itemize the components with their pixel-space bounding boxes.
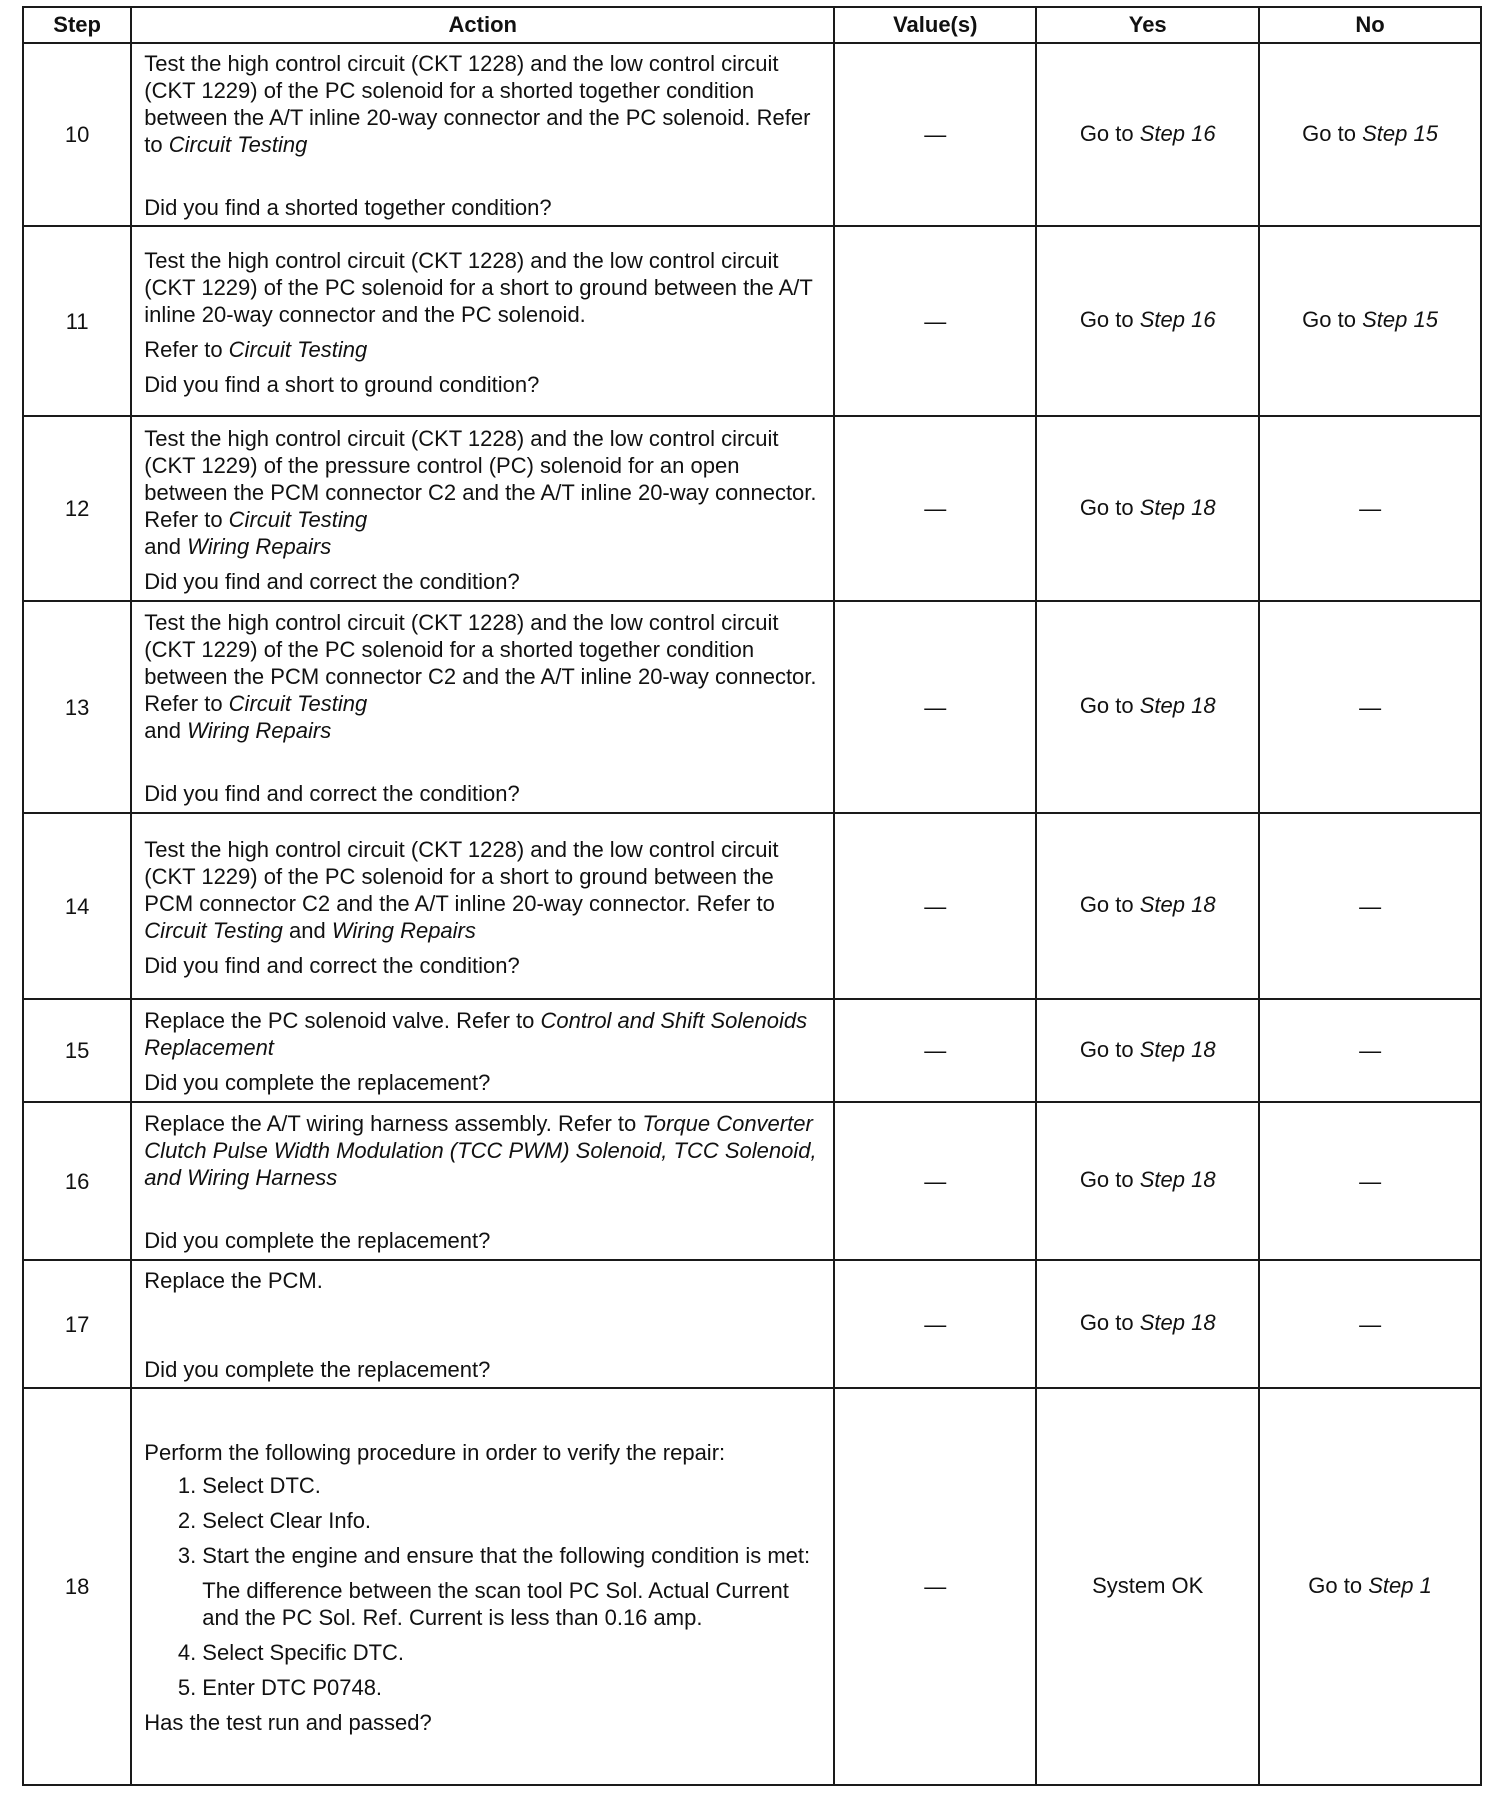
no-cell: — bbox=[1259, 813, 1481, 999]
header-step: Step bbox=[23, 7, 131, 43]
action-question: Did you find a short to ground condition? bbox=[144, 371, 540, 397]
reference-link: Circuit Testing bbox=[168, 132, 308, 157]
step-number: 17 bbox=[23, 1260, 131, 1388]
table-row bbox=[23, 999, 1481, 1102]
table-row bbox=[23, 43, 1481, 226]
no-cell: Go to Step 1 bbox=[1259, 1388, 1481, 1785]
action-cell bbox=[131, 1102, 834, 1260]
table-row bbox=[23, 813, 1481, 999]
reference-link: Circuit Testing bbox=[228, 691, 368, 716]
action-cell bbox=[131, 1260, 834, 1388]
reference-link: Circuit Testing bbox=[144, 917, 283, 943]
action-instruction: Perform the following procedure in order to verify the repair: bbox=[144, 1440, 726, 1465]
no-cell: Go to Step 15 bbox=[1259, 43, 1481, 226]
reference-link: Wiring Repairs bbox=[187, 533, 332, 559]
procedure-step: 4. Select Specific DTC. bbox=[202, 1639, 821, 1666]
action-instruction: Replace the PC solenoid valve. Refer to Control and Shift Solenoids Replacement bbox=[144, 1008, 808, 1060]
action-question: Has the test run and passed? bbox=[144, 1710, 432, 1735]
step-number: 16 bbox=[23, 1102, 131, 1260]
action-cell bbox=[131, 813, 834, 999]
value-cell: — bbox=[834, 1388, 1036, 1785]
step-number: 18 bbox=[23, 1388, 131, 1785]
action-cell bbox=[131, 416, 834, 601]
step-number: 14 bbox=[23, 813, 131, 999]
header-row bbox=[23, 7, 1481, 43]
no-cell: — bbox=[1259, 601, 1481, 813]
no-cell: Go to Step 15 bbox=[1259, 226, 1481, 416]
reference-link: Wiring Repairs bbox=[331, 917, 476, 943]
yes-cell: Go to Step 18 bbox=[1036, 1260, 1259, 1388]
no-cell: — bbox=[1259, 1102, 1481, 1260]
no-cell: — bbox=[1259, 1260, 1481, 1388]
action-question: Did you complete the replacement? bbox=[144, 1228, 491, 1253]
value-cell: — bbox=[834, 416, 1036, 601]
procedure-step: 1. Select DTC. bbox=[202, 1472, 821, 1499]
step-number: 15 bbox=[23, 999, 131, 1102]
value-cell: — bbox=[834, 226, 1036, 416]
table-row bbox=[23, 416, 1481, 601]
action-instruction: Test the high control circuit (CKT 1228) and the low control circuit (CKT 1229) of the PC solenoid for a short to ground between the A/T inline 20-way connector and the PC solenoid. bbox=[144, 247, 813, 327]
reference-link: Circuit Testing bbox=[228, 506, 368, 532]
action-cell bbox=[131, 226, 834, 416]
step-number: 11 bbox=[23, 226, 131, 416]
value-cell: — bbox=[834, 601, 1036, 813]
yes-cell: Go to Step 18 bbox=[1036, 1102, 1259, 1260]
action-reference: Refer to Circuit Testing bbox=[144, 336, 368, 362]
procedure-step: 2. Select Clear Info. bbox=[202, 1507, 821, 1534]
yes-cell: Go to Step 16 bbox=[1036, 226, 1259, 416]
header-values: Value(s) bbox=[834, 7, 1036, 43]
procedure-condition: The difference between the scan tool PC Sol. Actual Current and the PC Sol. Ref. Current is less than 0.16 amp. bbox=[202, 1578, 789, 1630]
value-cell: — bbox=[834, 1102, 1036, 1260]
action-question: Did you find and correct the condition? bbox=[144, 781, 520, 806]
action-cell bbox=[131, 999, 834, 1102]
step-number: 10 bbox=[23, 43, 131, 226]
diagnostic-table bbox=[22, 6, 1482, 1786]
no-cell: — bbox=[1259, 999, 1481, 1102]
yes-cell: Go to Step 18 bbox=[1036, 999, 1259, 1102]
table-row bbox=[23, 1388, 1481, 1785]
value-cell: — bbox=[834, 813, 1036, 999]
action-cell bbox=[131, 1388, 834, 1785]
header-action: Action bbox=[131, 7, 834, 43]
value-cell: — bbox=[834, 43, 1036, 226]
reference-link: Wiring Repairs bbox=[187, 718, 332, 743]
action-question: Did you find and correct the condition? bbox=[144, 568, 520, 594]
yes-cell: Go to Step 16 bbox=[1036, 43, 1259, 226]
yes-cell: Go to Step 18 bbox=[1036, 813, 1259, 999]
action-question: Did you complete the replacement? bbox=[144, 1357, 491, 1382]
table-row bbox=[23, 1102, 1481, 1260]
yes-cell: Go to Step 18 bbox=[1036, 416, 1259, 601]
step-number: 12 bbox=[23, 416, 131, 601]
table-row bbox=[23, 601, 1481, 813]
step-number: 13 bbox=[23, 601, 131, 813]
action-instruction: Replace the PCM. bbox=[144, 1268, 323, 1293]
header-yes: Yes bbox=[1036, 7, 1259, 43]
yes-cell: System OK bbox=[1036, 1388, 1259, 1785]
action-instruction: Replace the A/T wiring harness assembly. Refer to Torque Converter Clutch Pulse Width Modulation (TCC PWM) Solenoid, TCC Solenoid, and Wiring Harness bbox=[144, 1111, 817, 1190]
action-instruction: Test the high control circuit (CKT 1228) and the low control circuit (CKT 1229) of the PC solenoid for a short to ground between the PCM connector C2 and the A/T inline 20-way connector. Refer to Circuit Testing and Wiring Repairs bbox=[144, 836, 779, 943]
reference-link: Circuit Testing bbox=[228, 336, 368, 362]
yes-cell: Go to Step 18 bbox=[1036, 601, 1259, 813]
action-question: Did you complete the replacement? bbox=[144, 1070, 491, 1095]
table-row bbox=[23, 226, 1481, 416]
procedure-step: 5. Enter DTC P0748. bbox=[202, 1674, 821, 1701]
action-question: Did you find and correct the condition? bbox=[144, 952, 520, 978]
action-instruction: Test the high control circuit (CKT 1228) and the low control circuit (CKT 1229) of the PC solenoid for a shorted together condition between the PCM connector C2 and the A/T inline 20-way connector. Refer to Circuit Testing and Wiring Repairs bbox=[144, 610, 817, 743]
table-row bbox=[23, 1260, 1481, 1388]
value-cell: — bbox=[834, 1260, 1036, 1388]
header-no: No bbox=[1259, 7, 1481, 43]
value-cell: — bbox=[834, 999, 1036, 1102]
action-instruction: Test the high control circuit (CKT 1228) and the low control circuit (CKT 1229) of the pressure control (PC) solenoid for an open between the PCM connector C2 and the A/T inline 20-way connector. Refer to Circuit Testing and Wiring Repairs bbox=[144, 425, 817, 559]
reference-link: Torque Converter Clutch Pulse Width Modulation (TCC PWM) Solenoid, TCC Solenoid, and Wiring Harness bbox=[144, 1111, 817, 1190]
action-cell bbox=[131, 601, 834, 813]
action-instruction: Test the high control circuit (CKT 1228) and the low control circuit (CKT 1229) of the PC solenoid for a shorted together condition between the A/T inline 20-way connector and the PC solenoid. Refer to Circuit Testing bbox=[144, 51, 811, 157]
procedure-step: 3. Start the engine and ensure that the following condition is met: The difference between the scan tool PC Sol. Actual Current and the PC Sol. Ref. Current is less than 0.16 amp. bbox=[202, 1542, 821, 1631]
action-cell bbox=[131, 43, 834, 226]
action-question: Did you find a shorted together condition? bbox=[144, 195, 552, 220]
procedure-list bbox=[144, 1472, 821, 1701]
reference-link: Control and Shift Solenoids Replacement bbox=[144, 1008, 808, 1060]
no-cell: — bbox=[1259, 416, 1481, 601]
